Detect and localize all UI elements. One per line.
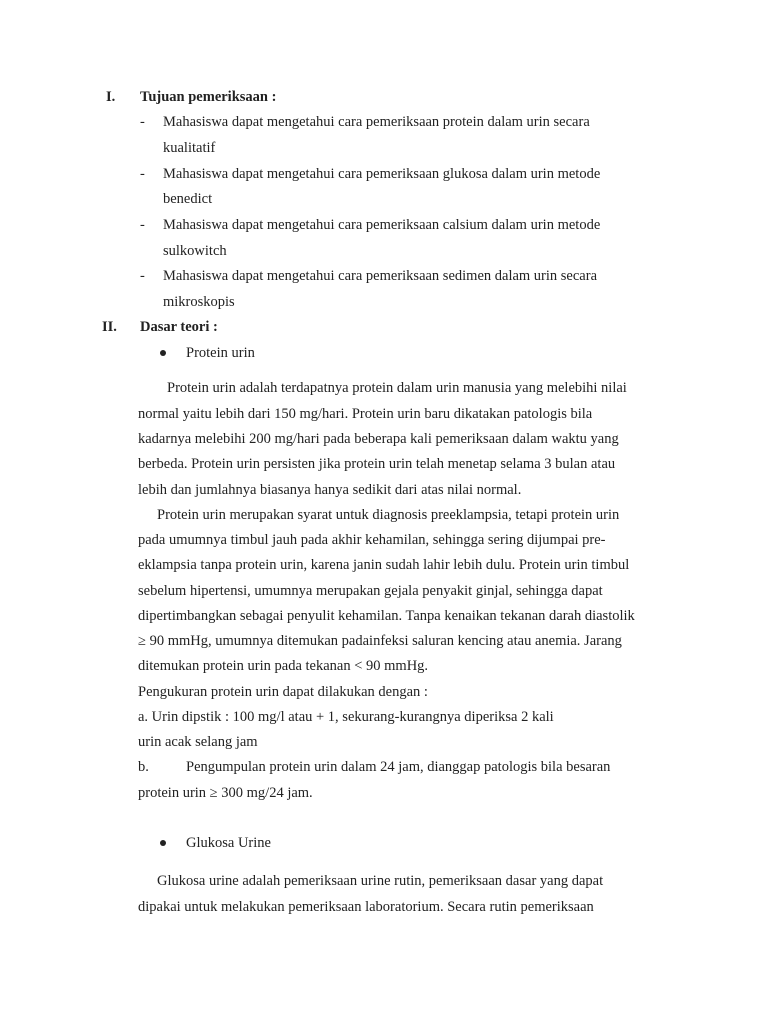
section-1-heading: Tujuan pemeriksaan : xyxy=(140,89,277,105)
section-2-numeral: II. xyxy=(102,319,117,335)
list-item-continuation: kualitatif xyxy=(163,140,216,156)
paragraph-line: sebelum hipertensi, umumnya merupakan gejala penyakit ginjal, sehingga dapat xyxy=(138,583,603,599)
measurement-item-b: Pengumpulan protein urin dalam 24 jam, dianggap patologis bila besaran xyxy=(186,759,611,775)
paragraph-line: dipertimbangkan sebagai penyulit kehamilan. Tanpa kenaikan tekanan darah diastolik xyxy=(138,608,635,624)
list-item: Mahasiswa dapat mengetahui cara pemeriksaan protein dalam urin secara xyxy=(163,114,590,130)
paragraph-line: pada umumnya timbul jauh pada akhir kehamilan, sehingga sering dijumpai pre- xyxy=(138,532,606,548)
paragraph-line: Glukosa urine adalah pemeriksaan urine rutin, pemeriksaan dasar yang dapat xyxy=(157,873,604,889)
section-1-numeral: I. xyxy=(106,89,116,105)
measurement-item-a: a. Urin dipstik : 100 mg/l atau + 1, sekurang-kurangnya diperiksa 2 kali xyxy=(138,709,554,725)
paragraph-line: Protein urin merupakan syarat untuk diagnosis preeklampsia, tetapi protein urin xyxy=(157,507,620,523)
paragraph-line: ≥ 90 mmHg, umumnya ditemukan padainfeksi saluran kencing atau anemia. Jarang xyxy=(138,633,622,649)
paragraph-line: berbeda. Protein urin persisten jika protein urin telah menetap selama 3 bulan atau xyxy=(138,456,616,472)
paragraph-line: lebih dan jumlahnya biasanya hanya sedikit dari atas nilai normal. xyxy=(138,482,522,498)
list-item: Mahasiswa dapat mengetahui cara pemeriksaan sedimen dalam urin secara xyxy=(163,268,598,284)
list-item-dash: - xyxy=(140,268,145,284)
bullet-label-protein: Protein urin xyxy=(186,345,255,361)
list-item: Mahasiswa dapat mengetahui cara pemeriksaan glukosa dalam urin metode xyxy=(163,166,601,182)
paragraph-line: normal yaitu lebih dari 150 mg/hari. Protein urin baru dikatakan patologis bila xyxy=(138,406,593,422)
paragraph-line: kadarnya melebihi 200 mg/hari pada beberapa kali pemeriksaan dalam waktu yang xyxy=(138,431,619,447)
list-item-dash: - xyxy=(140,114,145,130)
paragraph-line: dipakai untuk melakukan pemeriksaan laboratorium. Secara rutin pemeriksaan xyxy=(138,899,594,915)
paragraph-line: ditemukan protein urin pada tekanan < 90 mmHg. xyxy=(138,658,429,674)
list-item: Mahasiswa dapat mengetahui cara pemeriksaan calsium dalam urin metode xyxy=(163,217,601,233)
measurement-item-b-continuation: protein urin ≥ 300 mg/24 jam. xyxy=(138,785,313,801)
paragraph-line: Protein urin adalah terdapatnya protein dalam urin manusia yang melebihi nilai xyxy=(167,380,627,396)
list-item-dash: - xyxy=(140,217,145,233)
bullet-icon xyxy=(160,350,166,356)
measurement-item-b-label: b. xyxy=(138,759,149,775)
section-2-heading: Dasar teori : xyxy=(140,319,218,335)
paragraph-line: eklampsia tanpa protein urin, karena janin sudah lahir lebih dulu. Protein urin timbul xyxy=(138,557,630,573)
list-item-continuation: sulkowitch xyxy=(163,243,227,259)
measurement-intro: Pengukuran protein urin dapat dilakukan dengan : xyxy=(138,684,428,700)
bullet-label-glukosa: Glukosa Urine xyxy=(186,835,271,851)
list-item-continuation: benedict xyxy=(163,191,213,207)
measurement-item-a-continuation: urin acak selang jam xyxy=(138,734,258,750)
list-item-continuation: mikroskopis xyxy=(163,294,235,310)
bullet-icon xyxy=(160,840,166,846)
list-item-dash: - xyxy=(140,166,145,182)
